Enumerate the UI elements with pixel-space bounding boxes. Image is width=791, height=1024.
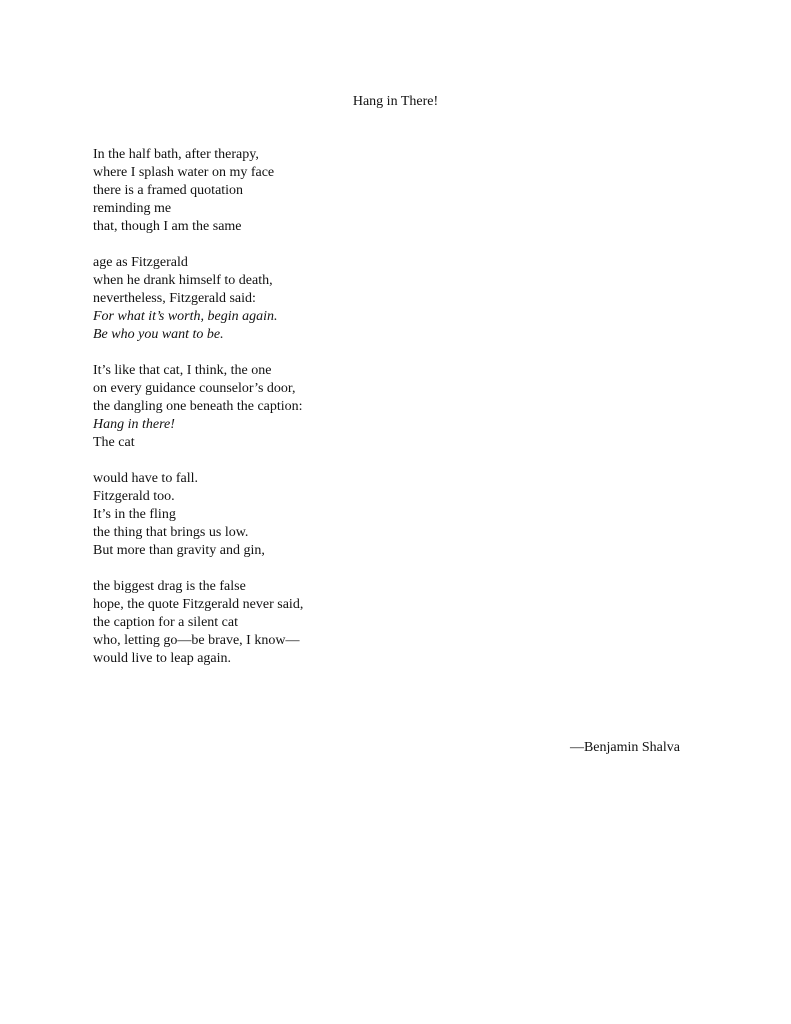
stanza-5 xyxy=(93,578,493,668)
poem-line: In the half bath, after therapy, xyxy=(93,147,259,162)
poem-line: would have to fall. xyxy=(93,471,198,486)
poem-body xyxy=(93,146,493,686)
poem-line: nevertheless, Fitzgerald said: xyxy=(93,291,256,306)
poem-line: Fitzgerald too. xyxy=(93,489,175,504)
poem-line-italic: Hang in there! xyxy=(93,417,175,432)
poem-line: the biggest drag is the false xyxy=(93,579,246,594)
poem-line: reminding me xyxy=(93,201,172,216)
poem-line: It’s in the fling xyxy=(93,507,176,522)
poem-line: that, though I am the same xyxy=(93,219,242,234)
poem-line: would live to leap again. xyxy=(93,651,232,666)
poem-line: the thing that brings us low. xyxy=(93,525,249,540)
stanza-3 xyxy=(93,362,493,452)
poem-line: the dangling one beneath the caption: xyxy=(93,399,303,414)
poem-line: where I splash water on my face xyxy=(93,165,275,180)
poem-line-italic: Be who you want to be. xyxy=(93,327,224,342)
poem-attribution: —Benjamin Shalva xyxy=(569,740,680,755)
poem-line: But more than gravity and gin, xyxy=(93,543,265,558)
poem-title: Hang in There! xyxy=(352,94,439,109)
stanza-4 xyxy=(93,470,493,560)
poem-line-italic: For what it’s worth, begin again. xyxy=(93,309,278,324)
poem-line: hope, the quote Fitzgerald never said, xyxy=(93,597,304,612)
poem-line: age as Fitzgerald xyxy=(93,255,188,270)
poem-line: on every guidance counselor’s door, xyxy=(93,381,296,396)
poem-line: there is a framed quotation xyxy=(93,183,244,198)
poem-line: The cat xyxy=(93,435,135,450)
stanza-1 xyxy=(93,146,493,236)
poem-line: who, letting go—be brave, I know— xyxy=(93,633,300,648)
poem-line: the caption for a silent cat xyxy=(93,615,238,630)
stanza-2 xyxy=(93,254,493,344)
poem-line: It’s like that cat, I think, the one xyxy=(93,363,272,378)
poem-line: when he drank himself to death, xyxy=(93,273,273,288)
